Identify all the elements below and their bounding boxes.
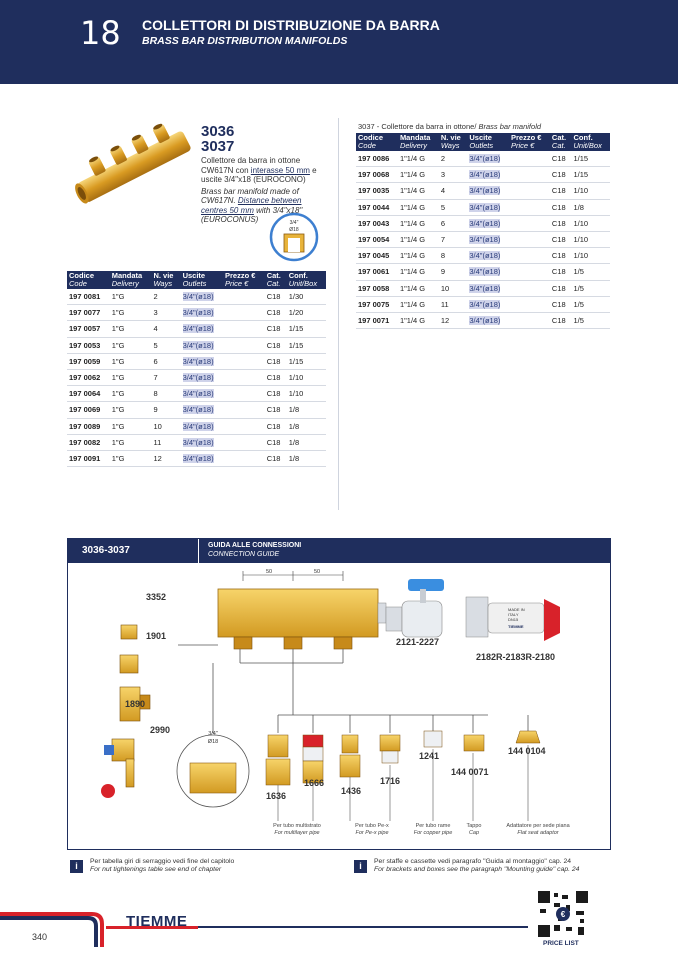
table-cell: 1/5 xyxy=(572,312,611,328)
table-cell: C18 xyxy=(265,321,287,337)
table-cell: 1"G xyxy=(110,418,152,434)
table-cell: 1"1/4 G xyxy=(398,231,439,247)
guide-detail-label-2: Ø18 xyxy=(207,739,219,745)
label-2121-2227: 2121-2227 xyxy=(396,637,440,647)
table-row xyxy=(67,321,326,337)
info-icon: i xyxy=(70,860,83,873)
table-cell xyxy=(223,337,265,353)
product-block xyxy=(201,124,323,225)
table-3036 xyxy=(67,271,326,467)
table-cell: C18 xyxy=(550,280,572,296)
table-cell: 197 0059 xyxy=(67,353,110,369)
table-cell xyxy=(223,353,265,369)
table-cell xyxy=(509,312,550,328)
table-row xyxy=(67,450,326,466)
table-row xyxy=(67,305,326,321)
table-cell: 3/4"(ø18) xyxy=(467,167,509,183)
table-cell: 1"1/4 G xyxy=(398,264,439,280)
caption-multilayer: Per tubo multistrato For multilayer pipe xyxy=(273,823,321,836)
table-cell xyxy=(509,231,550,247)
table-cell: 1/15 xyxy=(287,321,326,337)
table-cell: 5 xyxy=(151,337,180,353)
table-cell xyxy=(509,183,550,199)
table-cell: 1"1/4 G xyxy=(398,296,439,312)
table-cell: C18 xyxy=(265,386,287,402)
table-cell: 197 0081 xyxy=(67,289,110,305)
table-cell: C18 xyxy=(265,418,287,434)
detail-label-1: 3/4" xyxy=(289,220,299,226)
table-cell: 3/4"(ø18) xyxy=(181,337,223,353)
table-cell: 10 xyxy=(439,280,468,296)
table-cell: 1"G xyxy=(110,386,152,402)
chapter-title-it: COLLETTORI DI DISTRIBUZIONE DA BARRA xyxy=(142,17,440,33)
table-cell: 3/4"(ø18) xyxy=(181,418,223,434)
table-cell: 1/8 xyxy=(287,450,326,466)
product-code-3036: 3036 xyxy=(201,123,235,140)
table-header-row xyxy=(356,133,610,151)
table-row xyxy=(67,402,326,418)
guide-title-it: GUIDA ALLE CONNESSIONI xyxy=(208,542,302,549)
column-header: Codice Code xyxy=(356,133,398,151)
price-list-label: PRICE LIST xyxy=(543,940,579,947)
table-cell: 3/4"(ø18) xyxy=(467,231,509,247)
table-cell: 11 xyxy=(151,434,180,450)
table-cell: 12 xyxy=(151,450,180,466)
column-header: Cat. Cat. xyxy=(265,271,287,289)
column-header: Mandata Delivery xyxy=(398,133,439,151)
table-cell: 7 xyxy=(439,231,468,247)
table-row xyxy=(356,312,610,328)
table-cell xyxy=(509,199,550,215)
label-1241: 1241 xyxy=(419,751,440,761)
table-cell: 3 xyxy=(151,305,180,321)
product-code-3037: 3037 xyxy=(201,138,235,155)
table-cell: 3/4"(ø18) xyxy=(467,264,509,280)
table-cell: 1/10 xyxy=(572,215,611,231)
table-cell xyxy=(509,264,550,280)
label-1666: 1666 xyxy=(304,778,325,788)
table-cell: 1"1/4 G xyxy=(398,199,439,215)
tiemme-logo: TIEMME xyxy=(126,913,188,930)
column-header: N. vie Ways xyxy=(439,133,468,151)
note-left: Per tabella giri di serraggio vedi fine del capitolo For nut tightenings table see end of chapter xyxy=(90,858,235,873)
table-cell xyxy=(223,305,265,321)
table-cell: 1"G xyxy=(110,369,152,385)
outlet-detail-icon xyxy=(269,212,319,262)
dim-label-2: 50 xyxy=(314,569,321,575)
table-cell: 197 0068 xyxy=(356,167,398,183)
product-desc-en: Brass bar manifold made of CW617N. Distance between centres 50 mm with 3/4"x18" (EUROCONUS) xyxy=(201,186,303,224)
table-cell: 1/10 xyxy=(572,248,611,264)
table-cell: 8 xyxy=(439,248,468,264)
table-cell: 1"1/4 G xyxy=(398,151,439,167)
table-cell: 1"G xyxy=(110,402,152,418)
table-row xyxy=(67,369,326,385)
table-cell: 3/4"(ø18) xyxy=(181,353,223,369)
table-cell: 197 0091 xyxy=(67,450,110,466)
table-cell: 1"1/4 G xyxy=(398,215,439,231)
table-cell xyxy=(223,321,265,337)
table-cell: 3/4"(ø18) xyxy=(181,305,223,321)
table-cell: C18 xyxy=(265,337,287,353)
table-cell xyxy=(509,215,550,231)
table-cell: 11 xyxy=(439,296,468,312)
manifold-body xyxy=(218,589,378,637)
label-144-0104: 144 0104 xyxy=(508,746,546,756)
table-cell: 197 0044 xyxy=(356,199,398,215)
table-row xyxy=(67,434,326,450)
info-icon: i xyxy=(354,860,367,873)
table-cell: 10 xyxy=(151,418,180,434)
valve-brand: TIEMME xyxy=(508,624,524,629)
table-cell: 3/4"(ø18) xyxy=(181,289,223,305)
table-row xyxy=(356,264,610,280)
table-row xyxy=(356,215,610,231)
caption-flat-seat: Adattatore per sede piana Flat seat adaptor xyxy=(506,823,570,836)
table-cell: 1"1/4 G xyxy=(398,167,439,183)
table-cell: 1"G xyxy=(110,434,152,450)
table-row xyxy=(67,386,326,402)
table-cell: 3/4"(ø18) xyxy=(181,321,223,337)
table-row xyxy=(356,248,610,264)
table-cell: 2 xyxy=(439,151,468,167)
table-cell: 1"1/4 G xyxy=(398,248,439,264)
table-cell: 1/5 xyxy=(572,280,611,296)
table-cell: 8 xyxy=(151,386,180,402)
table-cell xyxy=(509,296,550,312)
table-row xyxy=(356,167,610,183)
table-row xyxy=(67,337,326,353)
table-cell: 2 xyxy=(151,289,180,305)
chapter-title-en: BRASS BAR DISTRIBUTION MANIFOLDS xyxy=(142,35,348,47)
table-cell xyxy=(509,280,550,296)
table-header-row xyxy=(67,271,326,289)
table-cell: 1"G xyxy=(110,337,152,353)
column-header: Mandata Delivery xyxy=(110,271,152,289)
label-2990: 2990 xyxy=(150,725,171,735)
table-cell: 1/30 xyxy=(287,289,326,305)
table-cell: C18 xyxy=(265,353,287,369)
table-cell: 3/4"(ø18) xyxy=(467,296,509,312)
table-cell: 197 0089 xyxy=(67,418,110,434)
table-cell: 1/10 xyxy=(572,231,611,247)
guide-detail-label-1: 3/4" xyxy=(208,731,218,737)
valve-text-1: MADE IN xyxy=(508,607,525,612)
column-header: Cat. Cat. xyxy=(550,133,572,151)
table-cell: 4 xyxy=(439,183,468,199)
table-cell: 7 xyxy=(151,369,180,385)
table-cell: 197 0086 xyxy=(356,151,398,167)
caption-copper: Per tubo rame For copper pipe xyxy=(413,823,453,836)
table-cell xyxy=(223,418,265,434)
connection-diagram xyxy=(68,563,610,849)
table-cell: 1/10 xyxy=(287,386,326,402)
table-cell: 3/4"(ø18) xyxy=(467,248,509,264)
table-cell: 197 0069 xyxy=(67,402,110,418)
connection-guide-bar xyxy=(68,539,610,563)
column-header: Uscite Outlets xyxy=(467,133,509,151)
chapter-number: 18 xyxy=(80,14,121,52)
table-cell: 1/5 xyxy=(572,296,611,312)
table-cell: 6 xyxy=(439,215,468,231)
table-cell: 197 0062 xyxy=(67,369,110,385)
table-cell xyxy=(223,402,265,418)
table-row xyxy=(356,296,610,312)
table-cell: 1/8 xyxy=(287,434,326,450)
table-cell: C18 xyxy=(550,248,572,264)
table-cell: 1"G xyxy=(110,450,152,466)
table-cell: 197 0064 xyxy=(67,386,110,402)
table-row xyxy=(356,183,610,199)
table-cell: 1"G xyxy=(110,289,152,305)
column-header: Conf. Unit/Box xyxy=(572,133,611,151)
table-cell: 6 xyxy=(151,353,180,369)
table-cell: C18 xyxy=(550,151,572,167)
column-header: Prezzo € Price € xyxy=(509,133,550,151)
manifold-product-image xyxy=(66,118,200,210)
table-cell: 197 0071 xyxy=(356,312,398,328)
label-1716: 1716 xyxy=(380,776,401,786)
table-cell: 1"G xyxy=(110,321,152,337)
table-cell: 3/4"(ø18) xyxy=(181,386,223,402)
note-right: Per staffe e cassette vedi paragrafo "Guida al montaggio" cap. 24 For brackets and boxes see the paragraph "Mounting guide" cap. 24 xyxy=(374,858,580,873)
page-header xyxy=(0,0,678,84)
table-cell: C18 xyxy=(265,369,287,385)
table-cell xyxy=(223,386,265,402)
table-row xyxy=(356,231,610,247)
table-cell: C18 xyxy=(550,231,572,247)
table-cell xyxy=(223,289,265,305)
table-cell: 3/4"(ø18) xyxy=(467,280,509,296)
table-cell: 197 0043 xyxy=(356,215,398,231)
table-cell: 1/20 xyxy=(287,305,326,321)
connection-guide xyxy=(67,538,611,850)
guide-code: 3036-3037 xyxy=(82,545,130,556)
column-header: Prezzo € Price € xyxy=(223,271,265,289)
table-cell: C18 xyxy=(550,167,572,183)
table-cell: 1/15 xyxy=(287,337,326,353)
table-cell: C18 xyxy=(265,305,287,321)
table-cell xyxy=(223,369,265,385)
column-header: N. vie Ways xyxy=(151,271,180,289)
guide-title-en: CONNECTION GUIDE xyxy=(208,551,280,558)
column-divider xyxy=(338,118,339,510)
table-cell: 1/5 xyxy=(572,264,611,280)
table-cell: 3/4"(ø18) xyxy=(181,402,223,418)
label-1436: 1436 xyxy=(341,786,362,796)
table-3037 xyxy=(356,133,610,329)
table-cell: 9 xyxy=(151,402,180,418)
table-cell: 3 xyxy=(439,167,468,183)
table-cell: 3/4"(ø18) xyxy=(467,151,509,167)
column-header: Codice Code xyxy=(67,271,110,289)
table-cell xyxy=(509,167,550,183)
table-row xyxy=(67,418,326,434)
caption-pex: Per tubo Pe-x For Pe-x pipe xyxy=(355,823,389,836)
table-cell: 1/8 xyxy=(572,199,611,215)
table-cell xyxy=(509,151,550,167)
table-cell: 1/8 xyxy=(287,418,326,434)
table-cell: 3/4"(ø18) xyxy=(181,450,223,466)
table-3037-caption: 3037 - Collettore da barra in ottone/ Brass bar manifold xyxy=(358,122,542,131)
table-cell: 1/8 xyxy=(287,402,326,418)
table-cell: 197 0054 xyxy=(356,231,398,247)
table-cell: C18 xyxy=(265,289,287,305)
table-cell xyxy=(223,434,265,450)
table-row xyxy=(356,151,610,167)
table-cell: 1/15 xyxy=(572,167,611,183)
dim-label-1: 50 xyxy=(266,569,273,575)
table-cell: 5 xyxy=(439,199,468,215)
table-cell: 197 0061 xyxy=(356,264,398,280)
qr-code-icon[interactable] xyxy=(536,889,590,939)
table-cell: 3/4"(ø18) xyxy=(467,312,509,328)
table-cell: C18 xyxy=(550,183,572,199)
table-cell: C18 xyxy=(550,312,572,328)
table-cell: 197 0058 xyxy=(356,280,398,296)
label-1636: 1636 xyxy=(266,791,287,801)
table-cell: 1"1/4 G xyxy=(398,183,439,199)
product-desc-it: Collettore da barra in ottone CW617N con interasse 50 mm e uscite 3/4"x18 (EUROCONO) xyxy=(201,156,317,184)
table-row xyxy=(67,353,326,369)
table-cell: 1/15 xyxy=(287,353,326,369)
table-cell: 197 0045 xyxy=(356,248,398,264)
table-row xyxy=(67,289,326,305)
table-cell: C18 xyxy=(265,450,287,466)
table-cell: 1"G xyxy=(110,305,152,321)
table-cell: 4 xyxy=(151,321,180,337)
table-cell: 197 0082 xyxy=(67,434,110,450)
column-header: Uscite Outlets xyxy=(181,271,223,289)
label-2182: 2182R-2183R-2180 xyxy=(476,652,556,662)
table-cell: 1"1/4 G xyxy=(398,280,439,296)
table-cell: 1"1/4 G xyxy=(398,312,439,328)
caption-cap: Tappo Cap xyxy=(466,823,482,836)
column-header: Conf. Unit/Box xyxy=(287,271,326,289)
table-cell: 1/15 xyxy=(572,151,611,167)
table-cell: C18 xyxy=(550,199,572,215)
table-cell xyxy=(509,248,550,264)
table-row xyxy=(356,280,610,296)
table-cell: 1/10 xyxy=(287,369,326,385)
table-cell: 3/4"(ø18) xyxy=(181,434,223,450)
table-cell: 3/4"(ø18) xyxy=(467,215,509,231)
table-cell: 9 xyxy=(439,264,468,280)
table-row xyxy=(356,199,610,215)
table-cell: C18 xyxy=(265,434,287,450)
table-cell: 197 0057 xyxy=(67,321,110,337)
table-cell: 197 0035 xyxy=(356,183,398,199)
table-cell: 197 0075 xyxy=(356,296,398,312)
label-1890: 1890 xyxy=(125,699,146,709)
label-144-0071: 144 0071 xyxy=(451,767,489,777)
valve-text-2: ITALY xyxy=(508,612,519,617)
page-number: 340 xyxy=(32,932,48,942)
table-cell: 197 0077 xyxy=(67,305,110,321)
label-1901: 1901 xyxy=(146,631,167,641)
table-cell: C18 xyxy=(550,215,572,231)
qr-label: € xyxy=(560,910,566,919)
table-cell: 1/10 xyxy=(572,183,611,199)
detail-label-2: Ø18 xyxy=(289,227,299,233)
table-cell: 197 0053 xyxy=(67,337,110,353)
table-cell: C18 xyxy=(550,264,572,280)
table-cell: 3/4"(ø18) xyxy=(467,199,509,215)
table-cell: 12 xyxy=(439,312,468,328)
table-cell: C18 xyxy=(265,402,287,418)
label-3352: 3352 xyxy=(146,592,167,602)
table-cell xyxy=(223,450,265,466)
valve-text-3: DN15 xyxy=(508,617,519,622)
table-cell: 3/4"(ø18) xyxy=(467,183,509,199)
table-cell: 3/4"(ø18) xyxy=(181,369,223,385)
table-cell: C18 xyxy=(550,296,572,312)
table-cell: 1"G xyxy=(110,353,152,369)
